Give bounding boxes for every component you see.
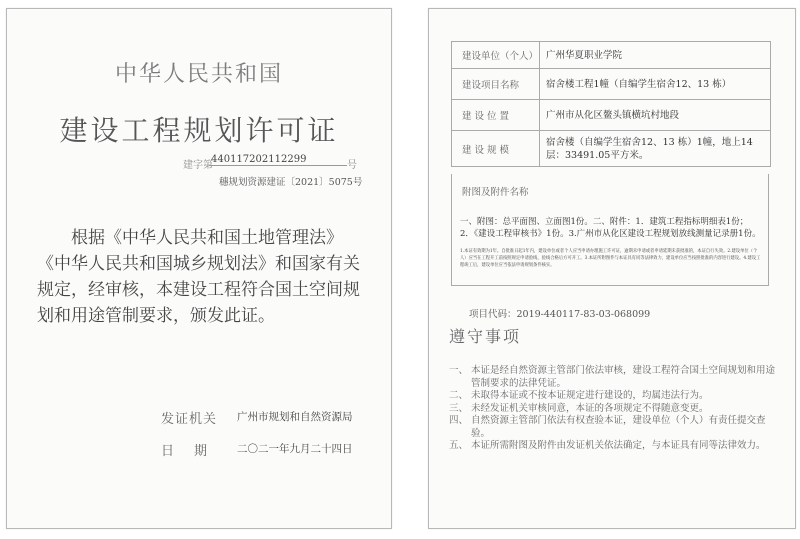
- issuer-value: 广州市规划和自然资源局: [237, 411, 353, 423]
- table-row: [452, 42, 770, 69]
- rule-number: 一、: [449, 365, 469, 376]
- rules-list: [449, 365, 781, 453]
- attachments-list: 一、附图：总平面图、立面图1份。二、附件：1．建筑工程指标明细表1份；2．《建设工程审核书》1份。3.广州市从化区建设工程规划放线测量记录册1份。: [460, 217, 761, 239]
- row-label-scale: 建 设 规 模: [452, 131, 540, 166]
- rule-number: 四、: [449, 415, 469, 426]
- certificate-code: 穗规划资源建证〔2021〕5075号: [219, 177, 363, 188]
- attachments-box: [451, 174, 769, 286]
- row-value-builder: 广州华夏职业学院: [546, 49, 623, 61]
- attachments-note: 1.本证有效期为1年。自批准日起1年内，建设单位或者个人应当申请办理施工许可证，逾期未申请或者申请延期未获批准的，本证自行失效。2.建设单位（个人）应当在工程开工前按照规定申请验线，验线合格后方可开工。3.本证所附图件与本证具有同等法律效力，建设单位应当按照批准的内容进行建设。4.建设工程竣工后，建设单位应当依法申请规划条件核实。: [460, 249, 761, 268]
- date-label: 日期: [161, 444, 228, 459]
- list-item: [449, 365, 781, 390]
- row-label-location: 建 设 位 置: [452, 100, 540, 130]
- certificate-title: 建设工程规划许可证: [59, 114, 339, 147]
- row-value-scale: 宿舍楼（自编学生宿舍12、13 栋）1幢，地上14层：33491.05平方米。: [546, 136, 753, 161]
- rule-number: 三、: [449, 402, 469, 414]
- rule-text: 自然资源主管部门依法有权查验本证，建设单位（个人）有责任提交查验。: [471, 415, 766, 439]
- table-row: [452, 131, 770, 166]
- issuer-label: 发证机关: [161, 412, 218, 427]
- row-value-project-name: 宿舍楼工程1幢（自编学生宿舍12、13 栋）: [546, 78, 732, 90]
- certificate-front-page: [6, 8, 392, 529]
- rule-text: 未取得本证或不按本证规定进行建设的，均属违法行为。: [471, 390, 709, 401]
- project-code: 项目代码：2019-440117-83-03-068099: [469, 309, 651, 320]
- rules-title: 遵守事项: [449, 327, 522, 346]
- row-label-project-name: 建设项目名称: [452, 69, 540, 99]
- rule-number: 二、: [449, 390, 469, 401]
- country-name: 中华人民共和国: [114, 62, 283, 87]
- rule-text: 未经发证机关审核同意，本证的各项规定不得随意变更。: [471, 402, 709, 414]
- rule-text: 本证所需附图及附件由发证机关依法确定，与本证具有同等法律效力。: [471, 440, 766, 451]
- list-item: [449, 415, 781, 440]
- cert-number-suffix: 号: [347, 160, 357, 171]
- certificate-number-row: [183, 154, 363, 170]
- rule-number: 五、: [449, 440, 469, 451]
- certificate-body-text: 根据《中华人民共和国土地管理法》《中华人民共和国城乡规划法》和国家有关规定，经审核，本建设工程符合国土空间规划和用途管制要求，颁发此证。: [37, 228, 360, 326]
- attachments-label: 附图及附件名称: [462, 187, 529, 198]
- date-value: 二〇二一年九月二十四日: [237, 443, 353, 455]
- rule-text: 本证是经自然资源主管部门依法审核，建设工程符合国土空间规划和用途管制要求的法律凭证。: [471, 365, 776, 389]
- table-row: [452, 100, 770, 131]
- row-value-location: 广州市从化区鳌头镇横坑村地段: [546, 109, 680, 121]
- table-row: [452, 69, 770, 100]
- row-label-builder: 建设单位（个人）: [452, 42, 540, 68]
- project-info-table: [451, 41, 771, 167]
- list-item: [449, 390, 781, 403]
- list-item: [449, 403, 781, 416]
- certificate-back-page: [428, 8, 796, 529]
- cert-number-prefix: 建字第: [183, 160, 213, 171]
- cert-number: 440117202112299: [209, 154, 347, 166]
- list-item: [449, 440, 781, 453]
